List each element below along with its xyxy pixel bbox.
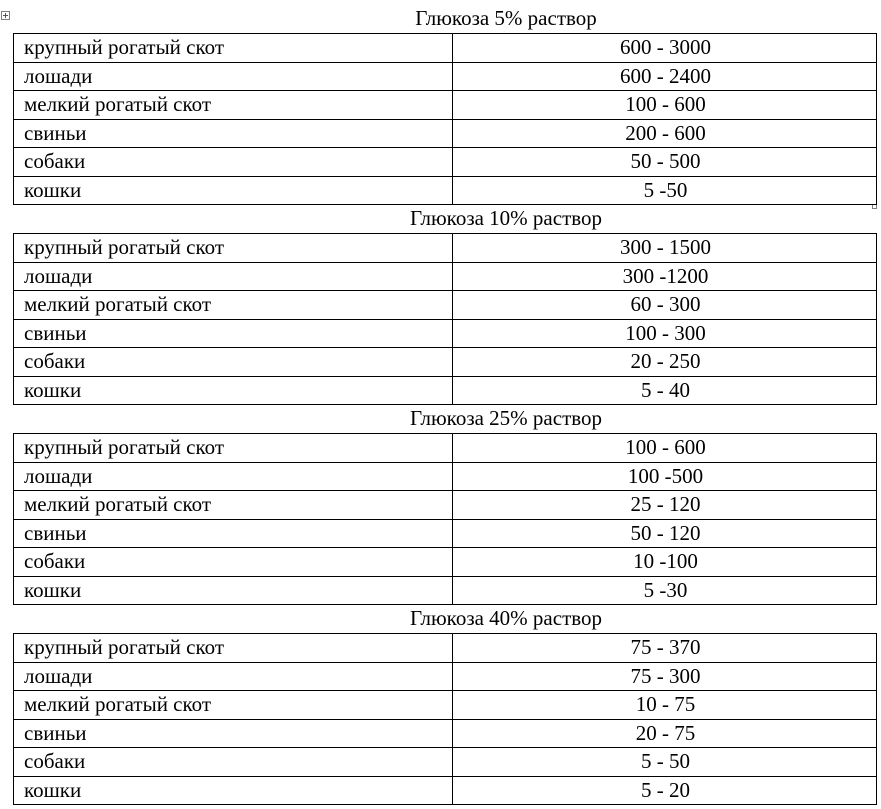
table-section-glucose-10	[13, 203, 877, 405]
dose-cell[interactable]: 600 - 2400	[453, 62, 877, 91]
dose-cell[interactable]: 100 - 600	[453, 91, 877, 120]
table-row	[14, 62, 877, 91]
animal-cell[interactable]: лошади	[14, 262, 453, 291]
dose-table-glucose-10	[13, 233, 877, 405]
table-row	[14, 462, 877, 491]
dose-cell[interactable]: 100 -500	[453, 462, 877, 491]
animal-cell[interactable]: кошки	[14, 576, 453, 605]
dose-cell[interactable]: 5 - 40	[453, 376, 877, 405]
dose-cell[interactable]: 20 - 250	[453, 348, 877, 377]
animal-cell[interactable]: собаки	[14, 348, 453, 377]
table-row	[14, 176, 877, 205]
animal-cell[interactable]: мелкий рогатый скот	[14, 691, 453, 720]
table-section-glucose-40	[13, 603, 877, 805]
table-row	[14, 262, 877, 291]
animal-cell[interactable]: свиньи	[14, 119, 453, 148]
section-title-glucose-10: Глюкоза 10% раствор	[409, 206, 603, 230]
dose-cell[interactable]: 5 -50	[453, 176, 877, 205]
animal-cell[interactable]: мелкий рогатый скот	[14, 291, 453, 320]
table-row	[14, 776, 877, 805]
dose-cell[interactable]: 10 -100	[453, 548, 877, 577]
table-move-handle-icon[interactable]	[1, 11, 10, 20]
animal-cell[interactable]: лошади	[14, 662, 453, 691]
table-row	[14, 319, 877, 348]
table-section-glucose-25	[13, 403, 877, 605]
table-row	[14, 634, 877, 663]
table-row	[14, 662, 877, 691]
dose-cell[interactable]: 10 - 75	[453, 691, 877, 720]
animal-cell[interactable]: собаки	[14, 748, 453, 777]
dose-cell[interactable]: 100 - 300	[453, 319, 877, 348]
animal-cell[interactable]: лошади	[14, 462, 453, 491]
animal-cell[interactable]: кошки	[14, 176, 453, 205]
dose-cell[interactable]: 50 - 500	[453, 148, 877, 177]
dose-cell[interactable]: 300 - 1500	[453, 234, 877, 263]
animal-cell[interactable]: свиньи	[14, 719, 453, 748]
dose-cell[interactable]: 75 - 370	[453, 634, 877, 663]
animal-cell[interactable]: кошки	[14, 776, 453, 805]
animal-cell[interactable]: крупный рогатый скот	[14, 234, 453, 263]
table-row	[14, 348, 877, 377]
dose-cell[interactable]: 75 - 300	[453, 662, 877, 691]
dose-cell[interactable]: 5 - 50	[453, 748, 877, 777]
animal-cell[interactable]: крупный рогатый скот	[14, 434, 453, 463]
animal-cell[interactable]: лошади	[14, 62, 453, 91]
table-row	[14, 119, 877, 148]
table-row	[14, 491, 877, 520]
table-row	[14, 748, 877, 777]
table-row	[14, 376, 877, 405]
section-title-glucose-25: Глюкоза 25% раствор	[409, 406, 603, 430]
dose-cell[interactable]: 200 - 600	[453, 119, 877, 148]
table-row	[14, 719, 877, 748]
animal-cell[interactable]: кошки	[14, 376, 453, 405]
table-row	[14, 291, 877, 320]
table-row	[14, 91, 877, 120]
table-row	[14, 434, 877, 463]
table-row	[14, 691, 877, 720]
dose-table-glucose-25	[13, 433, 877, 605]
animal-cell[interactable]: мелкий рогатый скот	[14, 91, 453, 120]
table-row	[14, 34, 877, 63]
dose-cell[interactable]: 20 - 75	[453, 719, 877, 748]
dose-cell[interactable]: 100 - 600	[453, 434, 877, 463]
animal-cell[interactable]: крупный рогатый скот	[14, 34, 453, 63]
animal-cell[interactable]: мелкий рогатый скот	[14, 491, 453, 520]
animal-cell[interactable]: свиньи	[14, 519, 453, 548]
dose-cell[interactable]: 25 - 120	[453, 491, 877, 520]
section-title-glucose-40: Глюкоза 40% раствор	[409, 606, 603, 630]
table-row	[14, 148, 877, 177]
dose-table-glucose-5	[13, 33, 877, 205]
dose-cell[interactable]: 600 - 3000	[453, 34, 877, 63]
table-row	[14, 234, 877, 263]
table-row	[14, 548, 877, 577]
dose-cell[interactable]: 5 - 20	[453, 776, 877, 805]
dose-cell[interactable]: 5 -30	[453, 576, 877, 605]
table-section-glucose-5	[13, 3, 877, 205]
animal-cell[interactable]: крупный рогатый скот	[14, 634, 453, 663]
section-title-glucose-5: Глюкоза 5% раствор	[415, 6, 597, 30]
dose-cell[interactable]: 300 -1200	[453, 262, 877, 291]
table-row	[14, 576, 877, 605]
dose-cell[interactable]: 50 - 120	[453, 519, 877, 548]
animal-cell[interactable]: собаки	[14, 148, 453, 177]
dose-cell[interactable]: 60 - 300	[453, 291, 877, 320]
animal-cell[interactable]: свиньи	[14, 319, 453, 348]
table-row	[14, 519, 877, 548]
dose-table-glucose-40	[13, 633, 877, 805]
animal-cell[interactable]: собаки	[14, 548, 453, 577]
